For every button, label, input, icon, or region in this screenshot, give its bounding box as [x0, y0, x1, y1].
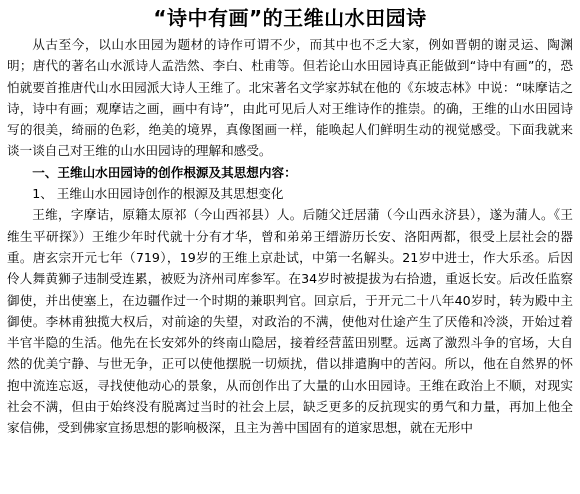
document-title: “诗中有画”的王维山水田园诗: [153, 6, 427, 30]
subsection-heading: 1、 王维山水田园诗创作的根源及其思想变化: [32, 186, 284, 202]
section-heading: 一、王维山水田园诗的创作根源及其思想内容：: [32, 164, 297, 180]
document-body: [7, 34, 573, 439]
body-paragraph: 王维，字摩诘，原籍太原祁（今山西祁县）人。后随父迁居蒲（今山西永济县），遂为蒲人。《王维生平研探》）王维少年时代就十分有才华，曾和弟弟王缙游历长安、洛阳两都，很受上层社会的器重。唐玄宗开元七年（719），19岁的王维上京赴试，中第一名解头。21岁中进士，作大乐丞。后因伶人舞黄狮子违制受连累，被贬为济州司库参军。在34岁时被提拔为右拾遗，重返长安。后改任监察御使，并出使塞上，在边疆作过一个时期的兼职判官。回京后，于开元二十八年40岁时，转为殿中主御使。李林甫独揽大权后，对前途的失望，对政治的不满，使他对仕途产生了厌倦和冷淡，开始过着半官半隐的生活。他先在长安郊外的终南山隐居，接着经营蓝田别墅。远离了激烈斗争的官场，大自然的优美宁静、与世无争，正可以使他摆脱一切烦扰，借以排遣胸中的苦闷。所以，他在自然界的怀抱中流连忘返，寻找使他动心的景象，从而创作出了大量的山水田园诗。王维在政治上不顺，对现实社会不满，但由于始终没有脱离过当时的社会上层，缺乏更多的反抗现实的勇气和力量，再加上他全家信佛，受到佛家宣扬思想的影响极深，且主为善中国固有的道家思想，就在无形中: [7, 207, 573, 436]
intro-paragraph: 从古至今，以山水田园为题材的诗作可谓不少，而其中也不乏大家，例如晋朝的谢灵运、陶渊明；唐代的著名山水派诗人孟浩然、李白、杜甫等。但若论山水田园诗真正能做到“诗中有画”的，恐怕就要首推唐代山水田园派大诗人王维了。北宋著名文学家苏轼在他的《东坡志林》中说：“味摩诘之诗，诗中有画；观摩诘之画，画中有诗”，由此可见后人对王维诗作的推崇。的确，王维的山水田园诗写的很美，绮丽的色彩，绝美的境界，真像图画一样，能唤起人们鲜明生动的视觉感受。下面我就来谈一谈自己对王维的山水田园诗的理解和感受。: [7, 37, 573, 159]
